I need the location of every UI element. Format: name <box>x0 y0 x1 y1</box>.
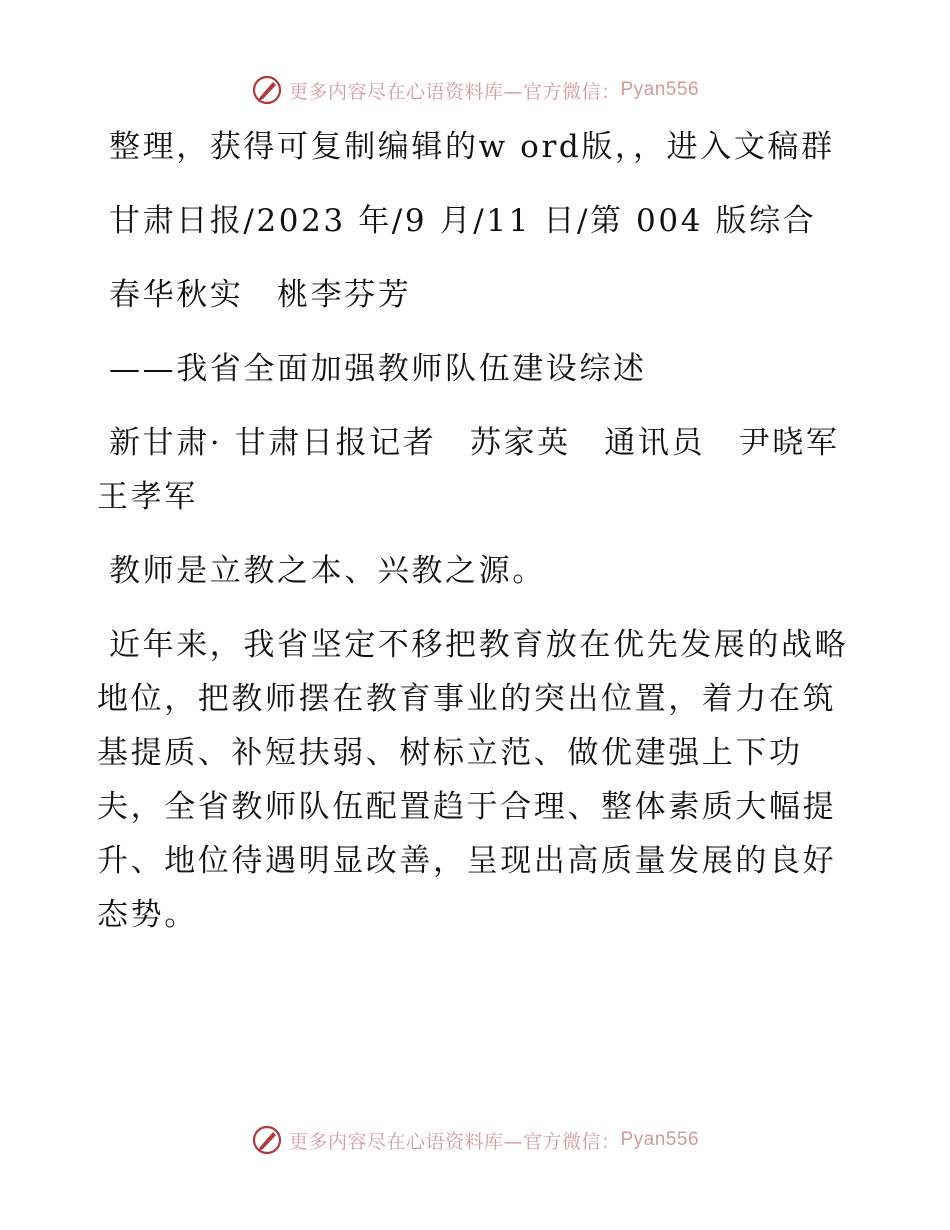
source-line: 甘肃日报/2023 年/9 月/11 日/第 004 版综合 <box>109 203 817 239</box>
header-watermark <box>0 72 950 108</box>
watermark-wechat-id: Pyan556 <box>620 79 700 100</box>
article-subtitle: ——我省全面加强教师队伍建设综述 <box>109 351 647 387</box>
pen-circle-logo-icon <box>251 74 283 106</box>
watermark-wechat-id: Pyan556 <box>620 1129 700 1150</box>
byline: 新甘肃· 甘肃日报记者 苏家英 通讯员 尹晓军 王孝军 <box>97 425 874 515</box>
intro-line: 整理，获得可复制编辑的w ord版，，进入文稿群 <box>109 129 835 165</box>
watermark-text: 更多内容尽在心语资料库—官方微信： <box>288 80 621 103</box>
paragraph-2: 近年来，我省坚定不移把教育放在优先发展的战略地位，把教师摆在教育事业的突出位置，着力在筑基提质、补短扶弱、树标立范、做优建强上下功夫，全省教师队伍配置趋于合理、整体素质大幅提升、地位待遇明显改善，呈现出高质量发展的良好态势。 <box>97 627 849 933</box>
footer-watermark <box>0 1122 950 1158</box>
pen-circle-logo-icon <box>251 1124 283 1156</box>
paragraph-1: 教师是立教之本、兴教之源。 <box>109 553 546 589</box>
document-body <box>97 120 874 962</box>
watermark-text: 更多内容尽在心语资料库—官方微信： <box>288 1130 621 1153</box>
article-title: 春华秋实 桃李芬芳 <box>109 277 412 313</box>
